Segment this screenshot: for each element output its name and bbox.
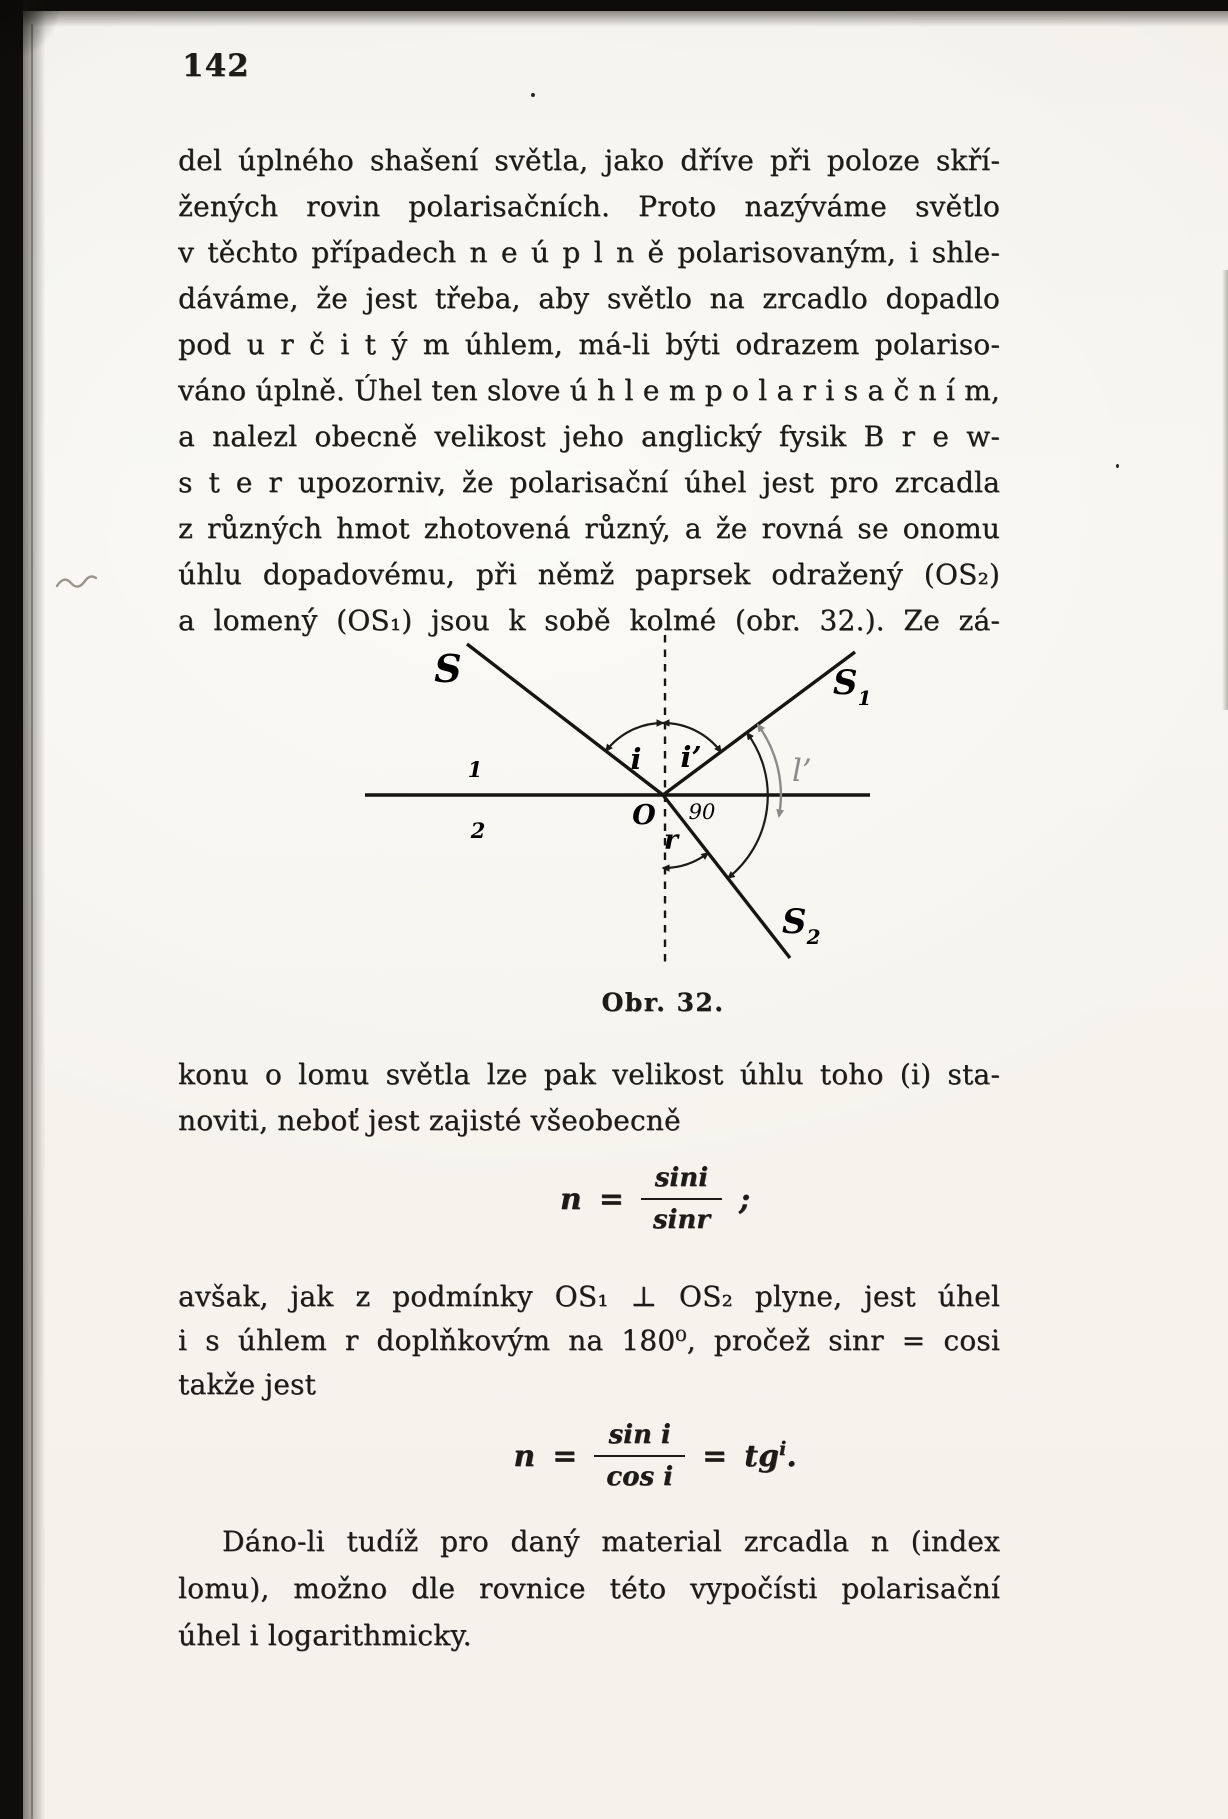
ink-speck: [531, 93, 535, 97]
text-line: s t e r upozorniv, že polarisační úhel jest pro zrcadla: [178, 466, 1000, 499]
refracted-ray: [663, 795, 790, 958]
pencil-angle-label: l’: [792, 753, 812, 789]
text-line: žených rovin polarisačních. Proto nazýváme světlo: [178, 190, 1000, 223]
fraction: [641, 1165, 722, 1233]
ink-speck: [1116, 464, 1119, 468]
fraction-denominator: sinr: [641, 1198, 722, 1233]
text-line: konu o lomu světla lze pak velikost úhlu toho (i) sta-: [178, 1058, 1000, 1091]
scan-top-edge: [0, 0, 1228, 11]
scan-corner-shadow: [0, 0, 90, 90]
text-line: váno úplně. Úhel ten slove ú h l e m p o l a r i s a č n í m,: [178, 374, 1000, 407]
text-line: noviti, neboť jest zajisté všeobecně: [178, 1104, 681, 1137]
text-line: Dáno-li tudíž pro daný material zrcadla n (index: [222, 1525, 1000, 1558]
label-ray-s: S: [434, 646, 462, 691]
text-line: úhel i logarithmicky.: [178, 1619, 472, 1652]
figure-caption: Obr. 32.: [601, 988, 725, 1017]
formula-punctuation: ;: [739, 1181, 751, 1217]
pencil-margin-mark: [54, 572, 100, 598]
text-line: pod u r č i t ý m úhlem, má-li býti odrazem polariso-: [178, 328, 1000, 361]
fraction-numerator: sini: [654, 1163, 709, 1193]
label-ray-s2: $S_2$: [782, 902, 821, 949]
formula-lhs: n: [559, 1181, 582, 1217]
label-origin-o: O: [632, 800, 656, 831]
text-line: v těchto případech n e ú p l n ě polarisovaným, i shle-: [178, 236, 1000, 269]
label-medium-1: 1: [467, 757, 483, 782]
formula-brewster: [300, 1410, 1010, 1502]
scan-top-edge-fade: [0, 11, 1228, 27]
text-line: a lomený (OS₁) jsou k sobě kolmé (obr. 32.). Ze zá-: [178, 604, 1000, 637]
page-curve-line: [31, 24, 33, 1819]
fraction-denominator: cos i: [594, 1455, 685, 1490]
angle-arc-90: [728, 733, 768, 878]
text-line: lomu), možno dle rovnice této vypočísti polarisační: [178, 1572, 1000, 1605]
paragraph-4: [178, 1518, 1000, 1659]
label-ray-s1: $S_1$: [833, 663, 872, 710]
figure-obr-32: [330, 580, 950, 980]
label-angle-90: 90: [688, 800, 716, 824]
label-angle-i-prime: i’: [680, 740, 702, 774]
scan-right-smudge: [1222, 270, 1228, 710]
formula-result: $tg^i$.: [744, 1438, 797, 1474]
formula-lhs: n: [513, 1438, 536, 1474]
text-line: z různých hmot zhotovená různý, a že rovná se onomu: [178, 512, 1000, 545]
pencil-angle-arc: [758, 725, 781, 816]
equals-sign: =: [552, 1438, 578, 1474]
equals-sign: =: [598, 1181, 624, 1217]
text-line: i s úhlem r doplňkovým na 180⁰, pročež sinr = cosi: [178, 1324, 1000, 1357]
text-line: a nalezl obecně velikost jeho anglický fysik B r e w-: [178, 420, 1000, 453]
text-line: takže jest: [178, 1368, 317, 1401]
label-medium-2: 2: [470, 818, 486, 843]
text-line: úhlu dopadovému, při němž paprsek odražený (OS₂): [178, 558, 1000, 591]
text-line: del úplného shašení světla, jako dříve při poloze skří-: [178, 144, 1000, 177]
text-line: avšak, jak z podmínky OS₁ ⊥ OS₂ plyne, jest úhel: [178, 1280, 1000, 1313]
book-spine-fade: [23, 0, 53, 1819]
formula-snell: [300, 1153, 1010, 1245]
book-spine-edge: [0, 0, 23, 1819]
label-angle-r: r: [663, 825, 679, 856]
result-superscript: i: [779, 1438, 787, 1460]
equals-sign: =: [702, 1438, 728, 1474]
paragraph-2: [178, 1052, 1000, 1144]
page-number: 142: [182, 48, 250, 84]
label-angle-i: i: [630, 742, 642, 776]
text-line: dáváme, že jest třeba, aby světlo na zrcadlo dopadlo: [178, 282, 1000, 315]
fraction: [594, 1422, 685, 1490]
paragraph-1: [178, 138, 1000, 644]
fraction-numerator: sin i: [608, 1420, 671, 1450]
paragraph-3: [178, 1275, 1000, 1407]
formula-punctuation: .: [786, 1439, 797, 1474]
